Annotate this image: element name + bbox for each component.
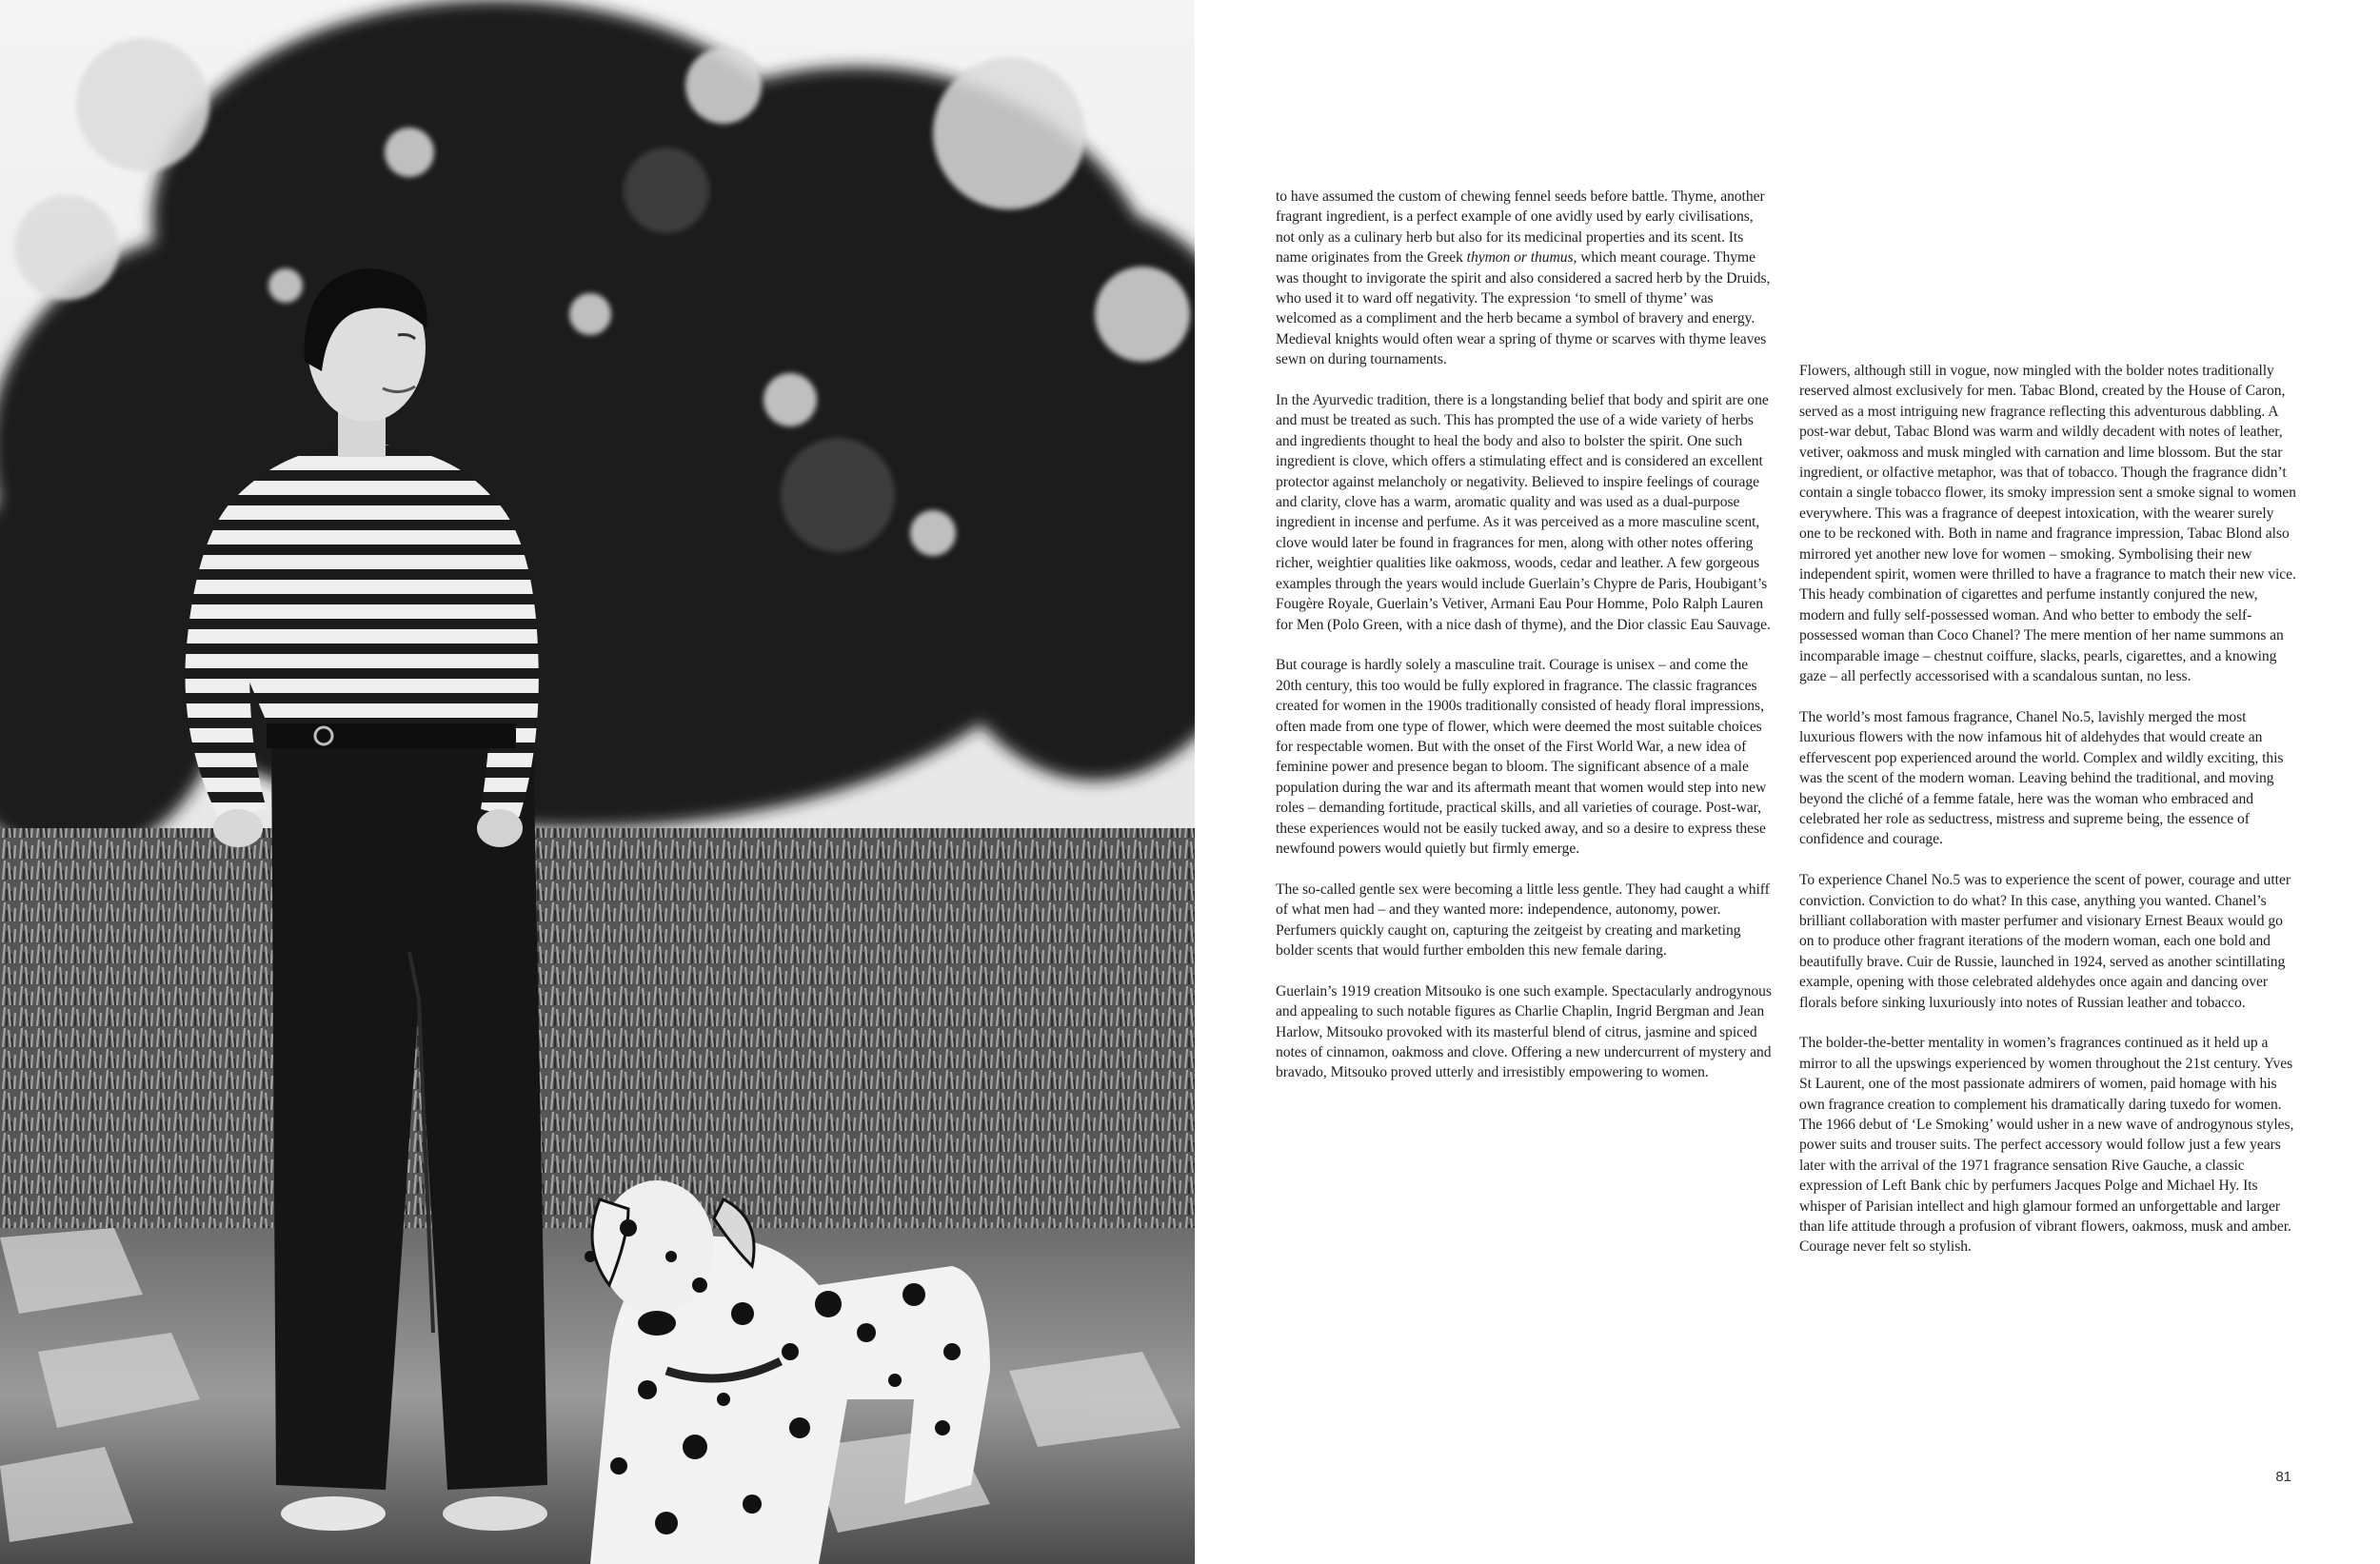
- paragraph-text: But courage is hardly solely a masculine trait. Courage is unisex – and come the 20th century, this too would be fully explored in fragrance. The classic fragrances created for women in the 1900s traditionally consisted of heady floral impressions, often made from one type of flower, which were deemed the most suitable choices for respectable women. But with the onset of the First World War, a new idea of feminine power and presence began to bloom. The significant absence of a male population during the war and its aftermath meant that women would step into new roles – demanding fortitude, practical skills, and all varieties of courage. Post-war, these experiences would not be easily tucked away, and so a desire to express these newfound powers would quietly but firmly emerge.: [1276, 657, 1767, 857]
- italic-text: thymon or thumus: [1466, 249, 1574, 267]
- paragraph-text: Flowers, although still in vogue, now mingled with the bolder notes traditionally reserved almost exclusively for men. Tabac Blond, created by the House of Caron, served as a most intriguing new fragrance reflecting this adventurous dabbling. A post-war debut, Tabac Blond was warm and wildly decadent with notes of leather, vetiver, oakmoss and musk mingled with carnation and lime blossom. But the star ingredient, or olfactive metaphor, was that of tobacco. Though the fragrance didn’t contain a single tobacco flower, its smoky impression sent a smoke signal to women everywhere. This was a fragrance of deepest intoxication, with the wearer surely one to be reckoned with. Both in name and fragrance impression, Tabac Blond also mirrored yet another new love for women – smoking. Symbolising their new independent spirit, women were thrilled to have a fragrance to match their new vice. This heady combination of cigarettes and perfume instantly conjured the new, modern and fully self-possessed woman. And who better to embody the self-possessed woman than Coco Chanel? The mere mention of her name summons an incomparable image – chestnut coiffure, slacks, pearls, cigarettes, and a knowing gaze – all perfectly accessorised with a scandalous suntan, no less.: [1799, 363, 2296, 685]
- body-paragraph: [1276, 390, 1775, 635]
- paragraph-text: The so-called gentle sex were becoming a little less gentle. They had caught a whiff of what men had – and they wanted more: independence, autonomy, power. Perfumers quickly caught on, capturing the zeitgeist by creating and marketing bolder scents that would further embolden this new female daring.: [1276, 881, 1770, 959]
- body-paragraph: [1276, 981, 1775, 1083]
- paragraph-text: In the Ayurvedic tradition, there is a longstanding belief that body and spirit are one and must be treated as such. This has prompted the use of a wide variety of herbs and ingredients thought to heal the body and also to bolster the spirit. One such ingredient is clove, which offers a stimulating effect and is considered an excellent protector against melancholy or negativity. Believed to inspire feelings of courage and clarity, clove has a warm, aromatic quality and was used as a dual-purpose ingredient in incense and perfume. As it was perceived as a more masculine scent, clove would later be found in fragrances for men, along with other notes offering richer, weightier qualities like oakmoss, woods, cedar and leather. A few gorgeous examples through the years would include Guerlain’s Chypre de Paris, Houbigant’s Fougère Royale, Guerlain’s Vetiver, Armani Eau Pour Homme, Polo Ralph Lauren for Men (Polo Green, with a nice dash of thyme), and the Dior classic Eau Sauvage.: [1276, 392, 1771, 633]
- body-paragraph: [1799, 1033, 2298, 1257]
- body-paragraph: [1799, 361, 2298, 687]
- page-number: 81: [2275, 1469, 2291, 1485]
- text-column-left: [1276, 187, 1775, 1103]
- paragraph-text: The bolder-the-better mentality in women’s fragrances continued as it held up a mirror to all the upswings experienced by women throughout the 21st century. Yves St Laurent, one of the most passionate admirers of women, paid homage with his own fragrance creation to complement his dramatically daring tuxedo for women. The 1966 debut of ‘Le Smoking’ would usher in a new wave of androgynous styles, power suits and trouser suits. The perfect accessory would follow just a few years later with the arrival of the 1971 fragrance sensation Rive Gauche, a classic expression of Left Bank chic by perfumers Jacques Polge and Michael Hy. Its whisper of Parisian intellect and high glamour formed an unforgettable and larger than life attitude through a profusion of vibrant flowers, oakmoss, musk and amber. Courage never felt so stylish.: [1799, 1035, 2294, 1256]
- body-paragraph: [1276, 655, 1775, 859]
- paragraph-text: Guerlain’s 1919 creation Mitsouko is one such example. Spectacularly androgynous and appealing to such notable figures as Charlie Chaplin, Ingrid Bergman and Jean Harlow, Mitsouko provoked with its masterful blend of citrus, jasmine and spiced notes of cinnamon, oakmoss and clove. Offering a new undercurrent of mystery and bravado, Mitsouko proved utterly and irresistibly empowering to women.: [1276, 982, 1772, 1081]
- paragraph-text: to have assumed the custom of chewing fennel seeds before battle. Thyme, another fragrant ingredient, is a perfect example of one avidly used by early civilisations, not only as a culinary herb but also for its medicinal properties and its scent. Its name originates from the Greek: [1276, 188, 1765, 267]
- text-column-right: [1799, 361, 2298, 1277]
- body-paragraph: [1799, 707, 2298, 850]
- body-paragraph: [1799, 870, 2298, 1013]
- paragraph-text: The world’s most famous fragrance, Chanel No.5, lavishly merged the most luxurious flowers with the now infamous hit of aldehydes that would create an effervescent pop experienced around the world. Complex and wildly exciting, this was the scent of the modern woman. Leaving behind the traditional, and moving beyond the cliché of a femme fatale, here was the woman who embraced and celebrated her role as seductress, mistress and supreme being, the essence of confidence and courage.: [1799, 708, 2284, 848]
- body-paragraph: [1276, 880, 1775, 961]
- paragraph-text: , which meant courage. Thyme was thought to invigorate the spirit and also considered a sacred herb by the Druids, who used it to ward off negativity. The expression ‘to smell of thyme’ was welcomed as a compliment and the herb became a symbol of bravery and energy. Medieval knights would often wear a spring of thyme or scarves with thyme leaves sewn on during tournaments.: [1276, 249, 1771, 368]
- body-paragraph: [1276, 187, 1775, 370]
- paragraph-text: To experience Chanel No.5 was to experience the scent of power, courage and utter conviction. Conviction to do what? In this case, anything you wanted. Chanel’s brilliant collaboration with master perfumer and visionary Ernest Beaux would go on to produce other fragrant iterations of the modern woman, each one bold and beautifully brave. Cuir de Russie, launched in 1924, served as another scintillating example, opening with those celebrated aldehydes once again and dancing over florals before sinking luxuriously into notes of Russian leather and tobacco.: [1799, 872, 2291, 1011]
